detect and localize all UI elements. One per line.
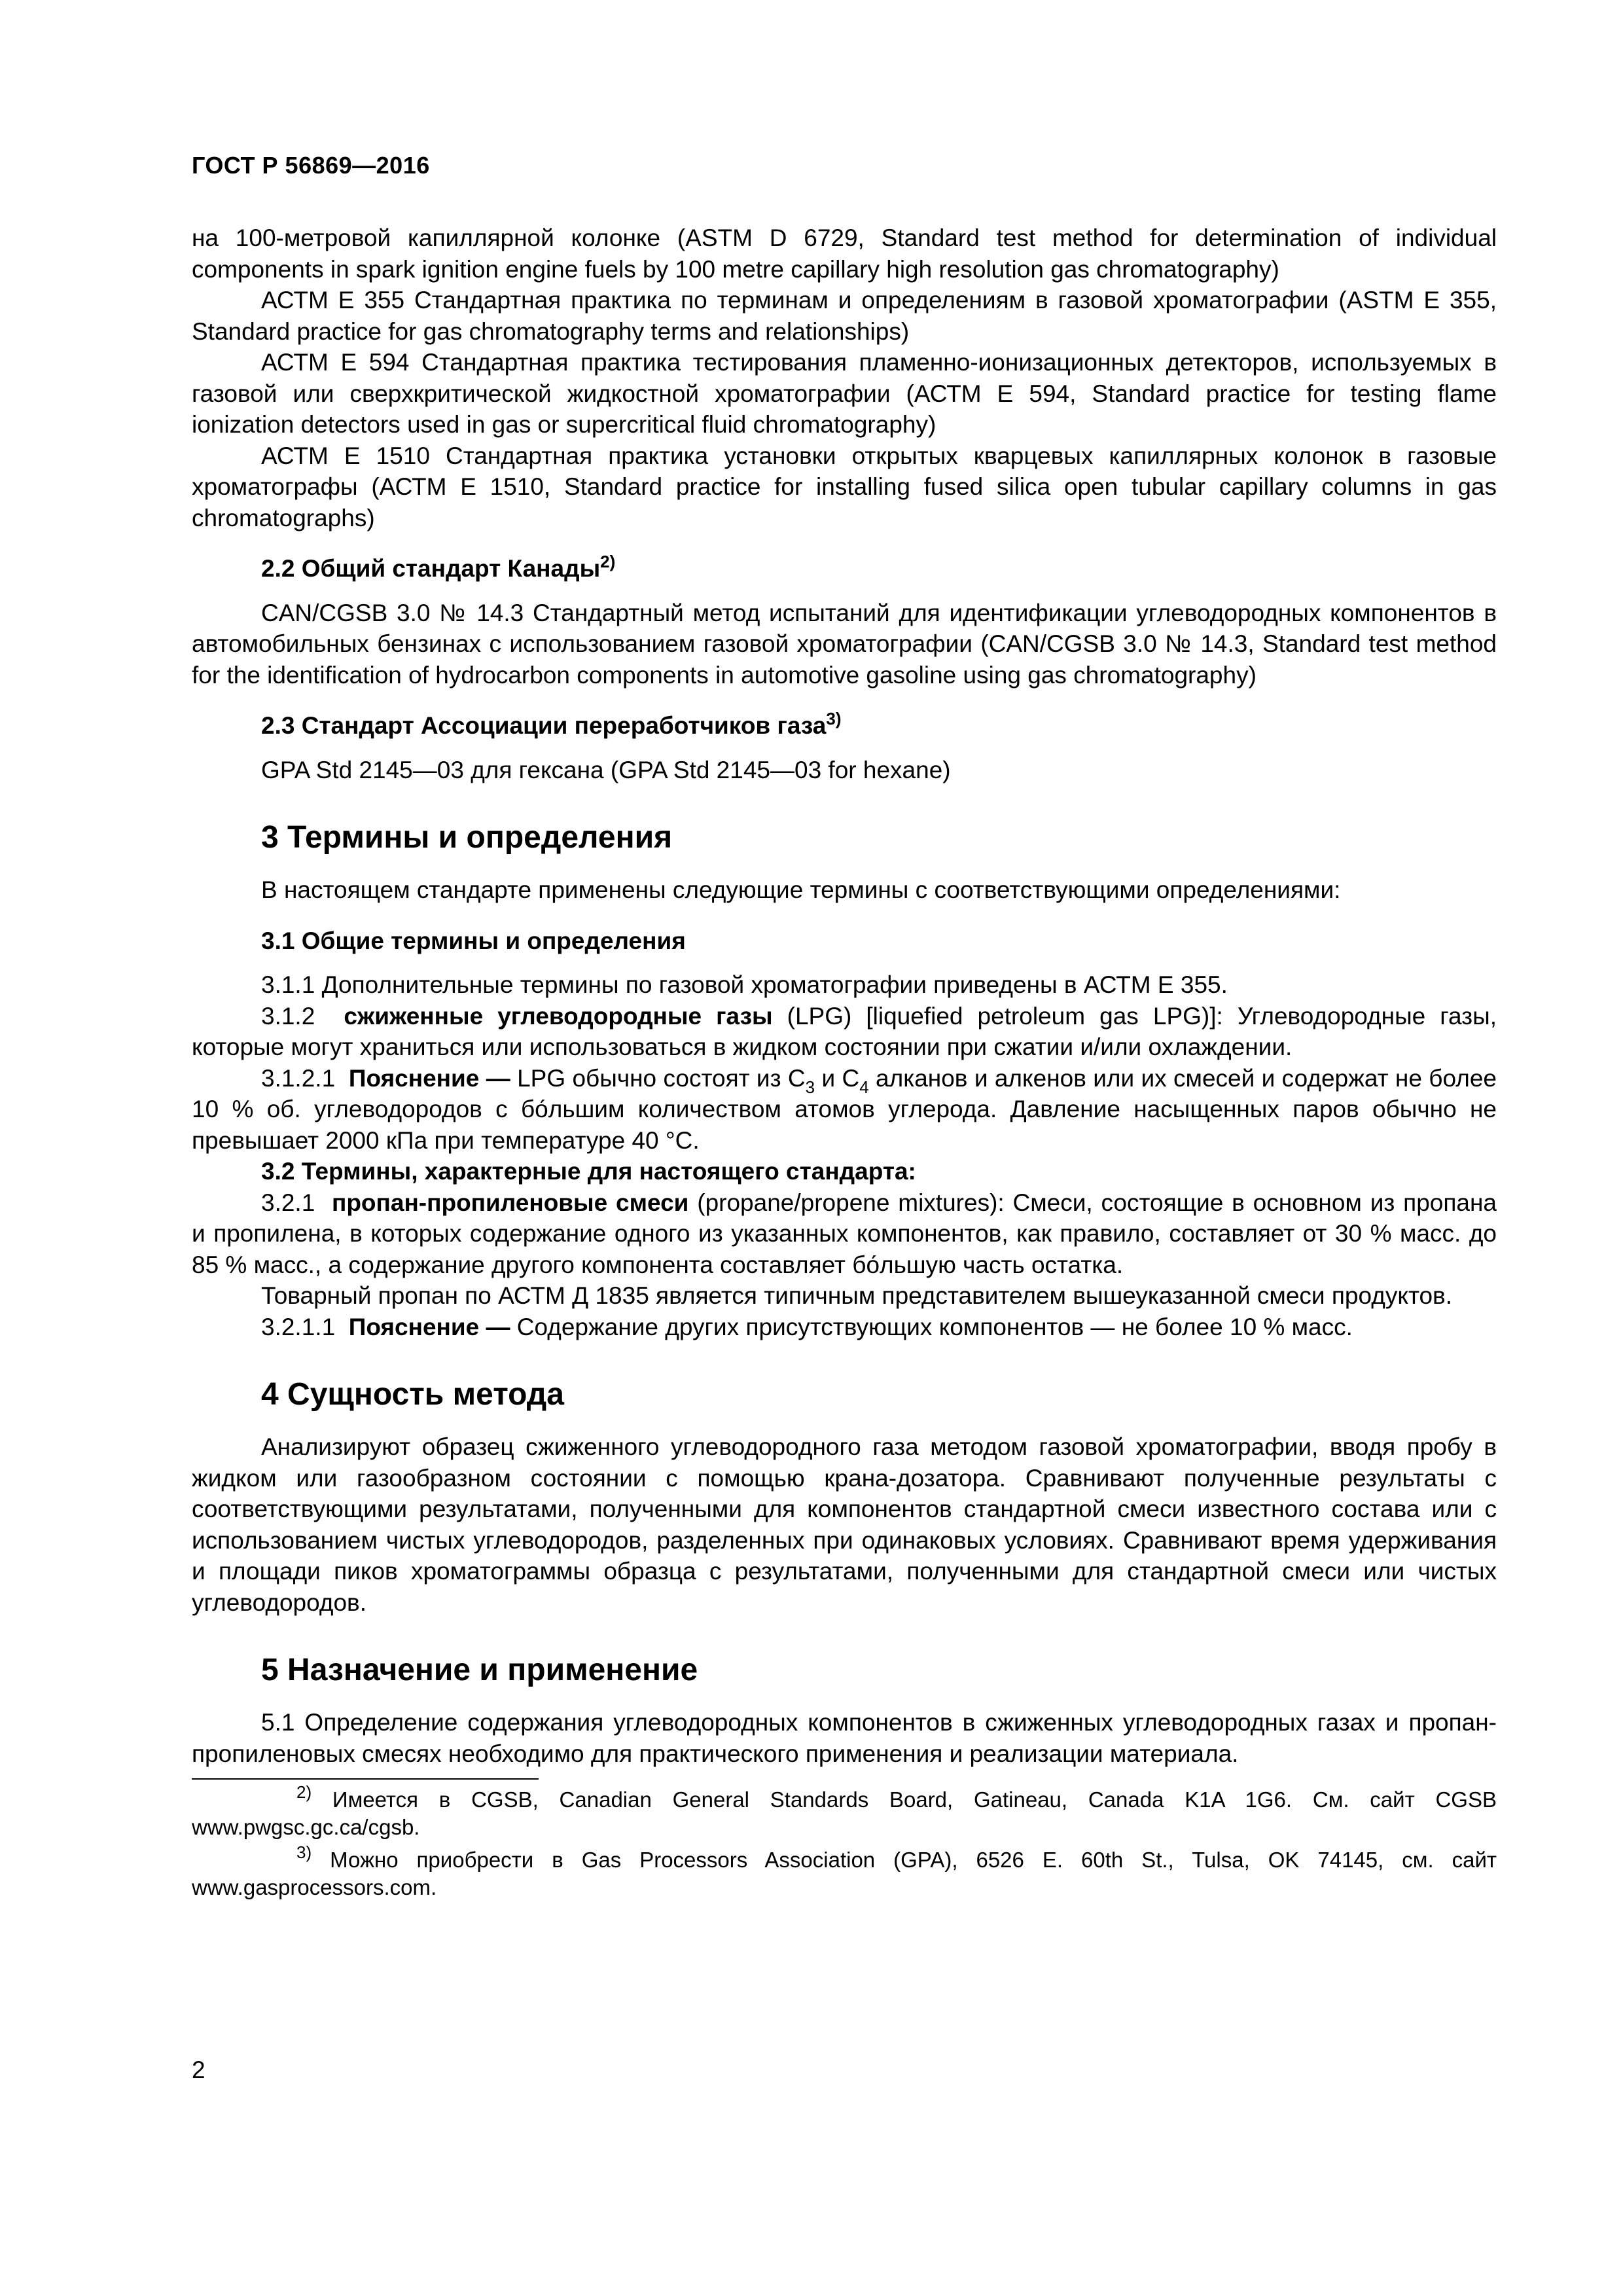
paragraph-method-essence: Анализируют образец сжиженного углеводородного газа методом газовой хроматографии, вводя пробу в жидком или газообразном состоянии с помощью крана-дозатора. Сравнивают полученные результаты с соответствующими результатами, полученными для компонентов стандартной смеси известного состава или с использованием чистых углеводородов, разделенных при одинаковых условиях. Сравнивают время удерживания и площади пиков хроматограммы образца с результатами, полученными для стандартной смеси или чистых углеводородов.: [192, 1433, 1497, 1616]
footnote-3: $^{3)}$ Можно приобрести в Gas Processors Association (GPA), 6526 E. 60th St., Tulsa, OK 74145, см. сайт www.gasprocessors.com.: [192, 1842, 1497, 1899]
term-3-2-1: 3.2.1 пропан-пропиленовые смеси (propane/propene mixtures): Смеси, состоящие в основном из пропана и пропилена, в которых содержание одного из указанных компонентов, как правило, составляет от 30 % масс. до 85 % масс., а содержание другого компонента составляет бо́льшую часть остатка.: [192, 1189, 1497, 1278]
paragraph-5-1: 5.1 Определение содержания углеводородных компонентов в сжиженных углеводородных газах и пропан-пропиленовых смесях необходимо для практического применения и реализации материала.: [192, 1709, 1497, 1767]
heading-2-2: [261, 553, 1497, 584]
paragraph-astm-e355: АСТМ Е 355 Стандартная практика по терминам и определениям в газовой хроматографии (ASTM E 355, Standard practice for gas chromatography terms and relationships): [192, 287, 1497, 345]
footnote-2: $^{2)}$ Имеется в CGSB, Canadian General Standards Board, Gatineau, Canada K1A 1G6. См. сайт CGSB www.pwgsc.gc.ca/cgsb.: [192, 1782, 1497, 1839]
paragraph-astm-e1510: АСТМ Е 1510 Стандартная практика установки открытых кварцевых капиллярных колонок в газовые хроматографы (АСТМ Е 1510, Standard practice for installing fused silica open tubular capillary columns in gas chromatographs): [192, 442, 1497, 531]
term-3-2-1-1: 3.2.1.1 Пояснение — Содержание других присутствующих компонентов — не более 10 % масс.: [261, 1313, 1353, 1340]
heading-2-3-text: 2.3 Стандарт Ассоциации переработчиков газа: [261, 712, 827, 739]
note-label: Пояснение —: [348, 1064, 510, 1092]
footnote-ref-3: 3): [826, 709, 842, 728]
term-3-1-2: 3.1.2 сжиженные углеводородные газы (LPG) [liquefied petroleum gas LPG)]: Углеводородные газы, которые могут храниться или использоваться в жидком состоянии при сжатии и/или охлаждении.: [192, 1002, 1497, 1060]
page-header-doc-id: ГОСТ Р 56869—2016: [192, 152, 430, 179]
paragraph-astm-d6729-cont: на 100-метровой капиллярной колонке (ASTM D 6729, Standard test method for determination of individual components in spark ignition engine fuels by 100 metre capillary high resolution gas chromatography): [192, 224, 1497, 283]
note-label: Пояснение —: [348, 1313, 510, 1340]
heading-2-2-text: 2.2 Общий стандарт Канады: [261, 555, 601, 582]
section-4-title: 4 Сущность метода: [261, 1377, 564, 1412]
footnote-ref-2: 2): [600, 552, 616, 571]
heading-3-2: 3.2 Термины, характерные для настоящего стандарта:: [261, 1158, 916, 1185]
paragraph-gpa-std: GPA Std 2145—03 для гексана (GPA Std 2145—03 for hexane): [261, 756, 951, 783]
term-3-2-1-continuation: Товарный пропан по АСТМ Д 1835 является типичным представителем вышеуказанной смеси продуктов.: [261, 1282, 1452, 1309]
page-number: 2: [192, 2056, 205, 2083]
paragraph-astm-e594: АСТМ Е 594 Стандартная практика тестирования пламенно-ионизационных детекторов, используемых в газовой или сверхкритической жидкостной хроматографии (АСТМ Е 594, Standard practice for testing flame ionization detectors used in gas or supercritical fluid chromatography): [192, 349, 1497, 438]
heading-2-3: [261, 710, 1497, 742]
section-3-title: 3 Термины и определения: [261, 820, 673, 855]
page-content: [192, 223, 1497, 1907]
footnote-separator: [192, 1778, 539, 1780]
term-3-1-2-term: сжиженные углеводородные газы: [344, 1002, 773, 1030]
term-3-1-1: 3.1.1 Дополнительные термины по газовой хроматографии приведены в АСТМ Е 355.: [261, 971, 1228, 998]
paragraph-terms-intro: В настоящем стандарте применены следующие термины с соответствующими определениями:: [261, 876, 1341, 903]
heading-3-1: 3.1 Общие термины и определения: [261, 927, 686, 954]
paragraph-can-cgsb: CAN/CGSB 3.0 № 14.3 Стандартный метод испытаний для идентификации углеводородных компонентов в автомобильных бензинах с использованием газовой хроматографии (CAN/CGSB 3.0 № 14.3, Standard test method for the identification of hydrocarbon components in automotive gasoline using gas chromatography): [192, 599, 1497, 689]
term-3-1-2-1: 3.1.2.1 Пояснение — LPG обычно состоят из $C_3$ и $C_4$ алканов и алкенов или их смесей и содержат не более 10 % об. углеводородов с бо́льшим количеством атомов углерода. Давление насыщенных паров обычно не превышает 2000 кПа при температуре 40 °С.: [192, 1064, 1497, 1154]
term-3-2-1-term: пропан-пропиленовые смеси: [331, 1189, 689, 1216]
section-5-title: 5 Назначение и применение: [261, 1653, 698, 1687]
